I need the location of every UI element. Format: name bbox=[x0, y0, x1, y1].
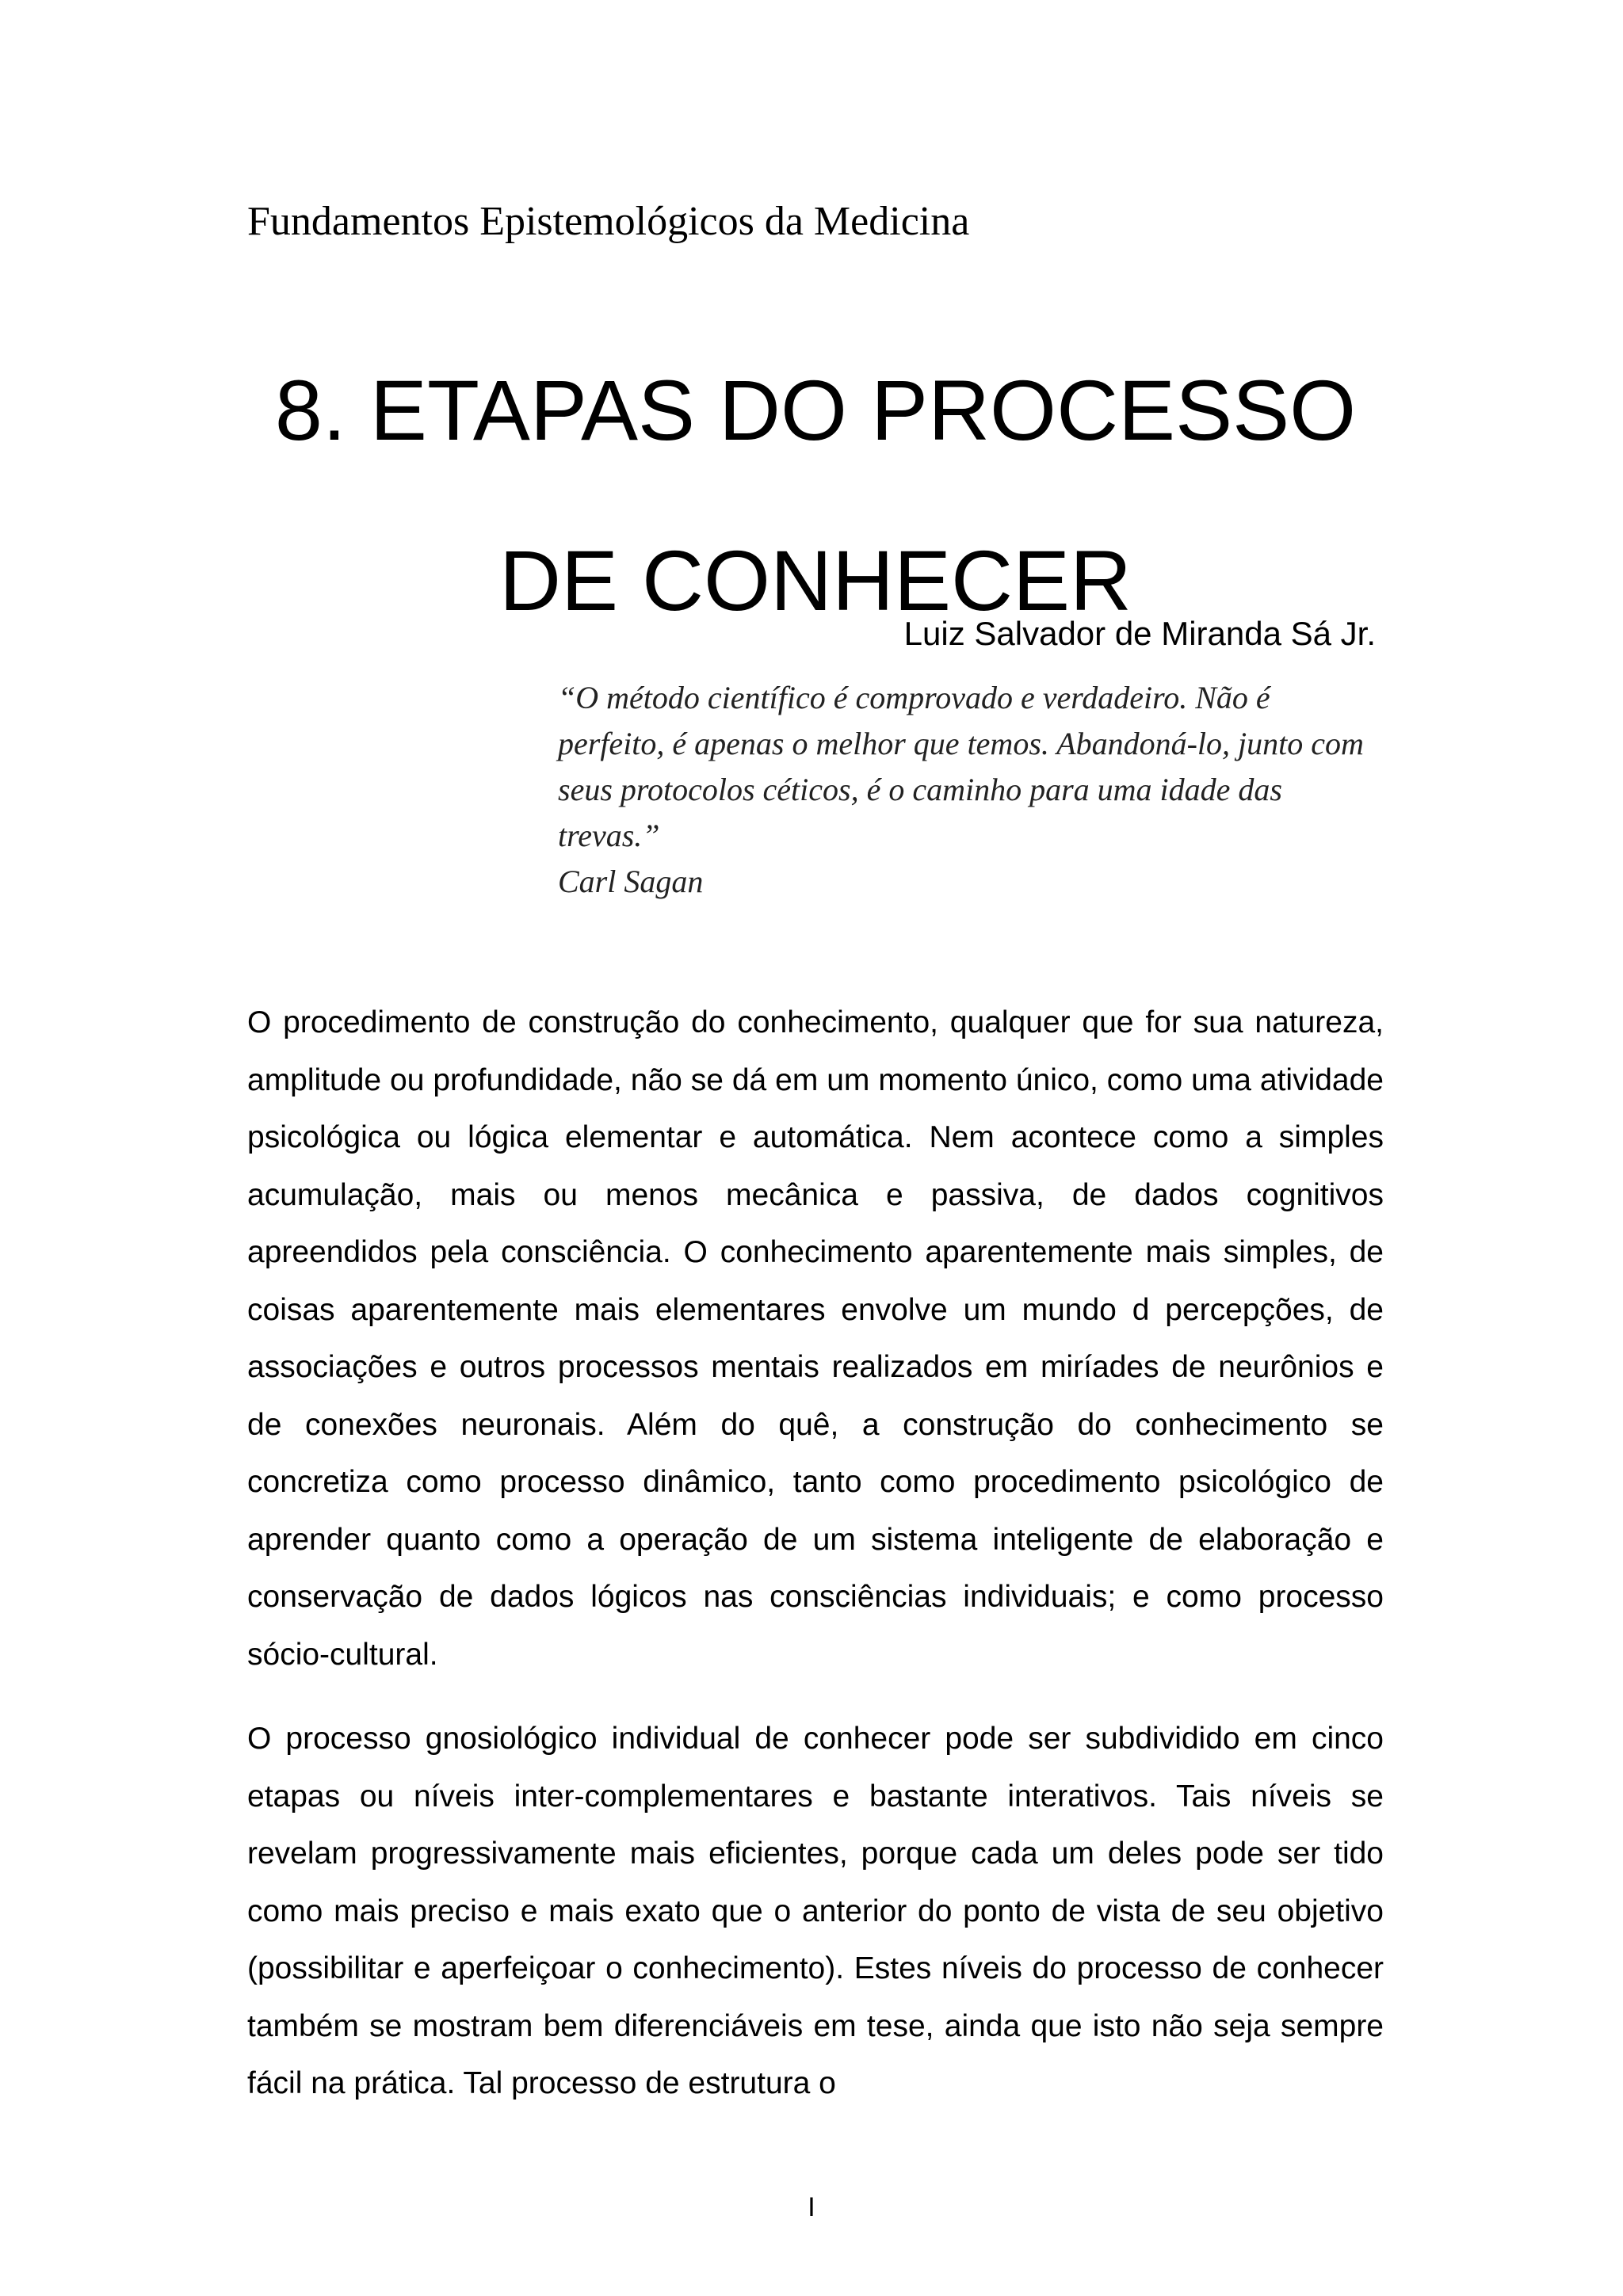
epigraph-quote: “O método científico é comprovado e verdadeiro. Não é perfeito, é apenas o melhor que temos. Abandoná-lo, junto com seus protocolos céticos, é o caminho para uma idade das trevas.” bbox=[558, 680, 1364, 853]
body-text bbox=[247, 994, 1384, 2140]
chapter-title-line-1: 8. ETAPAS DO PROCESSO bbox=[274, 362, 1357, 458]
author-name: Luiz Salvador de Miranda Sá Jr. bbox=[903, 615, 1376, 652]
epigraph bbox=[558, 675, 1366, 905]
running-header: Fundamentos Epistemológicos da Medicina bbox=[247, 199, 970, 244]
page-number: I bbox=[808, 2192, 815, 2222]
chapter-title-line-2: DE CONHECER bbox=[498, 532, 1132, 628]
paragraph: O procedimento de construção do conhecimento, qualquer que for sua natureza, amplitude ou profundidade, não se dá em um momento único, como uma atividade psicológica ou lógica elementar e automática. Nem acontece como a simples acumulação, mais ou menos mecânica e passiva, de dados cognitivos apreendidos pela consciência. O conhecimento aparentemente mais simples, de coisas aparentemente mais elementares envolve um mundo d percepções, de associações e outros processos mentais realizados em miríades de neurônios e de conexões neuronais. Além do quê, a construção do conhecimento se concretiza como processo dinâmico, tanto como procedimento psicológico de aprender quanto como a operação de um sistema inteligente de elaboração e conservação de dados lógicos nas consciências individuais; e como processo sócio-cultural. bbox=[247, 1005, 1384, 1672]
paragraph: O processo gnosiológico individual de conhecer pode ser subdividido em cinco etapas ou níveis inter-complementares e bastante interativos. Tais níveis se revelam progressivamente mais eficientes, porque cada um deles pode ser tido como mais preciso e mais exato que o anterior do ponto de vista de seu objetivo (possibilitar e aperfeiçoar o conhecimento). Estes níveis do processo de conhecer também se mostram bem diferenciáveis em tese, ainda que isto não seja sempre fácil na prática. Tal processo de estrutura o bbox=[247, 1722, 1384, 2100]
epigraph-attribution: Carl Sagan bbox=[558, 864, 704, 899]
